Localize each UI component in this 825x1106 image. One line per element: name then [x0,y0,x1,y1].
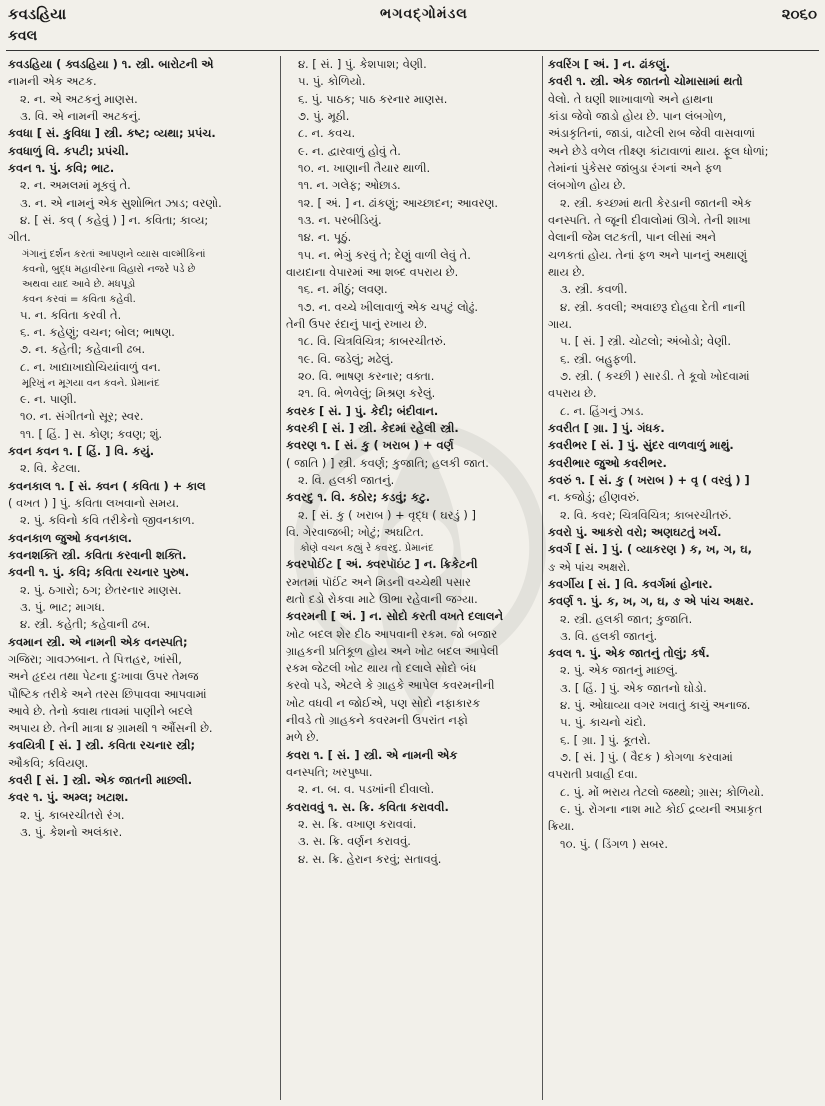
definition-line: ૧૨. [ અં. ] ન. ઢાંકણું; આચ્છાદન; આવરણ. [298,195,499,210]
definition-line: ૫. [ સં. ] સ્ત્રી. ચોટલો; અંબોડો; વેણી. [560,334,732,349]
definition-line: ૨. પું. એક જાતનું માછલું. [560,663,678,678]
dictionary-headword-line: કવર્ગીય [ સં. ] વિ. કવર્ગમાં હોનાર. [548,576,713,591]
definition-line: ૯. ન. પાણી. [20,391,77,406]
definition-line: ૨. પું. ઠગારો; ઠગ; છેતરનાર માણસ. [20,582,182,597]
dictionary-headword-line: કવમાન સ્ત્રી. એ નામની એક વનસ્પતિ; [8,634,188,649]
quotation-line: મૂરિખું ન મૂગયા વન કવને. પ્રેમાનંદ [22,377,160,389]
definition-line: ક્રિયા. [548,819,575,834]
definition-line: ૧૧. [ હિં. ] સ. કોણ; કવણ; શું. [20,426,163,441]
definition-line: થાય છે. [548,264,585,279]
definition-line: નીવડે તો ગ્રાહકને કવરમની ઉપરાંત નફો [286,713,468,728]
definition-line: ૧૦. ન. સંગીતનો સૂર; સ્વર. [20,409,144,424]
definition-line: ૪. પું. ઓઘાવ્યા વગર ખવાતું કાચું અનાજ. [560,698,751,713]
definition-line: ૧૭. ન. વચ્ચે ખીલાવાળું એક ચપટું લોઢું. [298,299,478,314]
definition-line: રમતમાં પૉઈંટ અને મિડની વચ્ચેથી પસાર [286,574,471,589]
definition-line: ૭. [ સં. ] પું. ( વૈદક ) કોગળા કરવામાં [560,750,733,765]
definition-line: ૧૯. વિ. જડેલું; મઢેલું. [298,351,394,366]
definition-line: ( વખત ) ] પું. કવિતા લખવાનો સમય. [8,495,180,510]
definition-line: ઙ એ પાંચ અક્ષરો. [548,559,631,574]
definition-line: ન. કજોડું; હીણવરું. [548,490,640,505]
dictionary-headword-line: કવયિત્રી [ સં. ] સ્ત્રી. કવિતા રચનાર સ્ત્રી; [8,738,196,753]
definition-line: ૯. પું. રોગના નાશ માટે કોઈ દ્રવ્યની અપ્રાકૃત [560,802,763,817]
dictionary-headword-line: કવધાળું વિ. કપટી; પ્રપંચી. [8,143,129,158]
definition-line: ૧૩. ન. પરબીડિયું. [298,212,382,227]
definition-line: ૪. સ. ક્રિ. હેરાન કરવું; સતાવવું. [298,851,442,866]
definition-line: વેલો. તે ઘણી શાખાવાળો અને હાથના [548,91,714,106]
definition-line: ૮. ન. ખાદ્યાખાદ્યોચિયાંવાળું વન. [20,359,161,374]
definition-line: ૨. પું. કાબરચીતરો રંગ. [20,807,125,822]
definition-line: વનસ્પતિ; ખરપુષ્પા. [286,765,373,780]
column-divider [280,56,281,1100]
definition-line: ૨. વિ. કવર; ચિત્રવિચિત્ર; કાબરચીતરું. [560,507,732,522]
definition-line: ૩. પું. ભાટ; માગધ. [20,599,106,614]
definition-line: ૮. પું. મોં ભરાય તેટલો જથ્થો; ગ્રાસ; કોળિયો. [560,784,765,799]
dictionary-headword-line: કવધા [ સં. કુવિધા ] સ્ત્રી. કષ્ટ; વ્યથા; પ્રપંચ. [8,126,216,141]
definition-line: ઔકવિ; કવિયણ. [8,755,89,770]
definition-line: ૨. ન. અમલમાં મૂકવું તે. [20,178,131,193]
dictionary-headword-line: કવર્ણ ૧. પું. ક, ખ, ગ, ઘ, ઙ એ પાંચ અક્ષર. [548,594,754,609]
quotation-line: અથવા યાદ આવે છે. મધપૂડો [22,278,136,290]
dictionary-headword-line: કવરી [ સં. ] સ્ત્રી. એક જાતની માછલી. [8,773,193,788]
definition-line: વપરાય છે. [548,386,597,401]
dictionary-headword-line: કવન ૧. પું. કવિ; ભાટ. [8,160,115,175]
definition-line: ૬. ન. કહેણું; વચન; બોલ; ભાષણ. [20,324,175,339]
definition-line: ૫. પું. કોળિયો. [298,74,366,89]
definition-line: ૨. ન. બ. વ. પડખાંની દીવાલો. [298,782,435,797]
dictionary-headword-line: કવરું ૧. [ સં. કુ ( ખરાબ ) + વૃ ( વરવું ) ] [548,472,750,487]
definition-line: ૨. પું. કવિનો કવિ તરીકેનો જીવનકાળ. [20,513,195,528]
definition-line: કાંડા જેવો જાડો હોય છે. પાન લંબગોળ, [548,108,727,123]
definition-line: ૧૧. ન. ગલેફ; ઓછાડ. [298,178,401,193]
definition-line: ગ્રાહકની પ્રતિકૂળ હોય અને ખોટ બદલ આપેલી [286,643,499,658]
definition-line: ૨. વિ. કેટલા. [20,461,81,476]
definition-line: ૫. ન. કવિતા કરવી તે. [20,307,122,322]
definition-line: ૨. ન. એ અટકનું માણસ. [20,91,138,106]
definition-line: અપાય છે. તેની માત્રા ૪ ગ્રામથી ૧ ઔંસની છે. [8,721,213,736]
definition-line: ૭. પું. મૂઠી. [298,108,350,123]
definition-line: ૨. સ. ક્રિ. વખાણ કરાવવાં. [298,817,417,832]
definition-line: ૧૦. ન. ખાણાની તૈયાર થાળી. [298,160,431,175]
definition-line: ૭. સ્ત્રી. ( કચ્છી ) સારડી. તે કૂવો ખોદવામાં [560,368,750,383]
definition-line: ૨. વિ. હલકી જાતનું. [298,472,395,487]
dictionary-headword-line: કવર ૧. પું. અમ્લ; ખટાશ. [8,790,129,805]
definition-line: ખોટ બદલ શેર દીઠ આપવાની રકમ. જો બજાર [286,626,498,641]
dictionary-headword-line: કવરી ૧. સ્ત્રી. એક જાતનો ચોમાસામાં થતો [548,74,743,89]
definition-line: ૮. ન. હિંગનું ઝાડ. [560,403,644,418]
definition-line: ૧૫. ન. ભેગું કરવું તે; દેણું વાળી લેવું તે. [298,247,471,262]
definition-line: તેની ઉપર રંદાનું પાનું રખાય છે. [286,316,428,331]
definition-line: કરવો પડે, એટલે કે ગ્રાહકે આપેલ કવરમનીની [286,678,495,693]
definition-line: ૧૪. ન. પૂઠું. [298,230,352,245]
dictionary-headword-line: કવરદુ ૧. વિ. કઠોર; કડવું; કટુ. [286,490,431,505]
dictionary-headword-line: કવરપોઈંટ [ અં. ક્વરપૉઇંટ ] ન. ક્રિકેટની [286,557,478,572]
definition-line: ૩. [ હિં. ] પું. એક જાતનો ઘોડો. [560,680,707,695]
definition-line: ૩. વિ. હલકી જાતનું. [560,628,658,643]
definition-line: તેમાંનાં પુંકેસર જાંબુડા રંગનાં અને ફળ [548,160,722,175]
definition-line: ૬. સ્ત્રી. બહુફળી. [560,351,637,366]
quotation-line: કવન કરવાં = કવિતા કહેવી. [22,293,136,305]
dictionary-headword-line: કવની ૧. પું. કવિ; કવિતા રચનાર પુરુષ. [8,565,190,580]
column-2 [286,56,538,1100]
dictionary-headword-line: કવરીભર [ સં. ] પું. સુંદર વાળવાળું માથું. [548,438,734,453]
definition-line: પૌષ્ટિક તરીકે અને તરસ છિપાવવા આપવામાં [8,686,207,701]
definition-line: લંબગોળ હોય છે. [548,178,626,193]
definition-line: વનસ્પતિ. તે જૂની દીવાલોમાં ઊગે. તેની શાખા [548,212,751,227]
dictionary-headword-line: કવનશક્તિ સ્ત્રી. કવિતા કરવાની શક્તિ. [8,547,187,562]
dictionary-headword-line: કવરાવવું ૧. સ. ક્રિ. કવિતા કરાવવી. [286,799,449,814]
dictionary-headword-line: કવરીત [ ગ્રા. ] પું. ગંધક. [548,420,665,435]
definition-line: ૪. [ સં. ] પું. કેશપાશ; વેણી. [298,57,427,71]
dictionary-headword-line: કવરક [ સં. ] પું. કેદી; બંદીવાન. [286,403,439,418]
dictionary-headword-line: કવરીભાર જુઓ કવરીભર. [548,455,667,470]
dictionary-headword-line: કવરકી [ સં. ] સ્ત્રી. કેદમાં રહેલી સ્ત્રી. [286,420,459,435]
definition-line: ચળકતાં હોય. તેનાં ફળ અને પાનનું અથાણું [548,247,747,262]
definition-line: ગજિરા; ગાવઝબાન. તે પિત્તહર, ખાંસી, [8,651,182,666]
definition-line: ગીત. [8,230,31,245]
header-page-number: ૨૦૬૦ [781,5,817,23]
definition-line: મળે છે. [286,730,319,745]
definition-line: ગાય. [548,316,573,331]
dictionary-headword-line: કવન કવન ૧. [ હિં. ] વિ. કયું. [8,443,155,458]
header-last-headword: કવલ [8,28,38,44]
definition-line: રકમ જેટલી ખોટ થાય તો દલાલે સોદો બંધ [286,661,477,676]
definition-line: ૨. સ્ત્રી. હલકી જાત; કુજાતિ. [560,611,693,626]
dictionary-headword-line: કવરો પું. આકરો વરો; અણઘટતું ખર્ચ. [548,524,722,539]
definition-line: ૩. વિ. એ નામની અટકનું. [20,108,141,123]
definition-line: અને હૃદય તથા પેટના દુઃખાવા ઉપર તેમજ [8,669,199,684]
definition-line: ૪. સ્ત્રી. કવલી; અવાછરૂ દોહવા દેતી નાની [560,299,746,314]
dictionary-headword-line: કવર્ગ [ સં. ] પું. ( વ્યાકરણ ) ક, ખ, ગ, ઘ, [548,542,752,557]
definition-line: નામની એક અટક. [8,74,97,89]
definition-line: ૩. સ્ત્રી. કવળી. [560,282,628,297]
definition-line: ૬. પું. પાઠક; પાઠ કરનાર માણસ. [298,91,448,106]
definition-line: વાયદાના વેપારમાં આ શબ્દ વપરાય છે. [286,264,459,279]
page-header [8,2,817,26]
definition-line: ૯. ન. દ્વારવાળું હોવું તે. [298,143,401,158]
quotation-line: ગંગાનું દર્શન કરતાં આપણને વ્યાસ વાલ્મીકિનાં [22,248,206,260]
definition-line: ૮. ન. કવચ. [298,126,356,141]
definition-line: ૩. ન. એ નામનું એક સુશોભિત ઝાડ; વરણો. [20,195,222,210]
column-3 [548,56,818,1100]
definition-line: ૧૮. વિ. ચિત્રવિચિત્ર; કાબરચીતરું. [298,334,447,349]
definition-line: અંડાકૃતિનાં, જાડાં, વાટેલી રાબ જેવી વાસવાળાં [548,126,755,141]
definition-line: ૬. [ ગ્રા. ] પું. કૂતરો. [560,732,651,747]
definition-line: ૨૦. વિ. ભાષણ કરનાર; વક્તા. [298,368,435,383]
definition-line: ૪. સ્ત્રી. કહેતી; કહેવાની ઢબ. [20,617,151,632]
definition-line: થતો દડો રોકવા માટે ઊભા રહેવાની જગ્યા. [286,591,478,606]
definition-line: ૨૧. વિ. ભેળવેલું; મિશ્રણ કરેલું. [298,386,436,401]
definition-line: ૧૬. ન. મીઠું; લવણ. [298,282,388,297]
definition-line: ૧૦. પું. ( ડિંગળ ) સબર. [560,836,668,851]
dictionary-headword-line: કવરા ૧. [ સં. ] સ્ત્રી. એ નામની એક [286,747,458,762]
definition-line: ૨. સ્ત્રી. કચ્છમાં થતી કેરડાની જાતની એક [560,195,752,210]
definition-line: વિ. ગેરવાજબી; ખોટું; અઘટિત. [286,524,424,539]
dictionary-headword-line: કવનકાળ જુઓ કવનકાલ. [8,530,132,545]
column-divider [542,56,543,1100]
definition-line: ૩. સ. ક્રિ. વર્ણન કરાવવું. [298,834,411,849]
dictionary-headword-line: કવરિંગ [ અં. ] ન. ઢાંકણું. [548,57,671,71]
definition-line: ૩. પું. કેશનો અલંકાર. [20,825,123,840]
dictionary-headword-line: કવરણ ૧. [ સં. કુ ( ખરાબ ) + વર્ણ [286,438,454,453]
header-book-title: ભગવદ્ગોમંડલ [380,6,468,22]
dictionary-headword-line: કવનકાલ ૧. [ સં. ક્વન ( કવિતા ) + કાલ [8,478,206,493]
definition-line: ૨. [ સં. કુ ( ખરાબ ) + વૃદ્ધ ( ઘરડું ) ] [298,507,476,522]
dictionary-headword-line: કવરમની [ અં. ] ન. સોદો કરતી વખતે દલાલને [286,609,504,624]
definition-line: વેલાની જેમ લટકતી, પાન લીસાં અને [548,230,716,245]
dictionary-headword-line: કવલ ૧. પું. એક જાતનું તોલું; કર્ષ. [548,646,710,661]
header-rule [6,50,819,51]
definition-line: ૫. પું. કાચનો ચંદો. [560,715,647,730]
definition-line: અને છેડે વળેલ તીક્ષ્ણ કાંટાવાળાં થાય. ફૂલ ધોળાં; [548,143,769,158]
definition-line: આવે છે. તેનો ક્વાથ તાવમાં પાણીને બદલે [8,703,193,718]
quotation-line: કોણે વચન કહ્યું રે કવરદુ. પ્રેમાનંદ [300,543,434,555]
definition-line: ૪. [ સં. કવ્ ( કહેવું ) ] ન. કવિતા; કાવ્ય; [20,212,209,227]
definition-line: ( જાતિ ) ] સ્ત્રી. કવર્ણ; કુજાતિ; હલકી જાત. [286,455,489,470]
definition-line: ખોટ વધવી ન જોઈએ, પણ સોદો નફાકારક [286,695,481,710]
definition-line: ૭. ન. કહેતી; કહેવાની ઢબ. [20,342,146,357]
definition-line: વપરાતી પ્રવાહી દવા. [548,767,638,782]
column-1 [8,56,276,1100]
dictionary-headword-line: કવડહિયા ( ક્વડહિયા ) ૧. સ્ત્રી. બારોટની એ [8,57,214,71]
quotation-line: કવનો, બુદ્ધ મહાવીરના વિહારો નજરે પડે છે [22,263,196,275]
header-first-headword: કવડહિયા [8,5,67,23]
